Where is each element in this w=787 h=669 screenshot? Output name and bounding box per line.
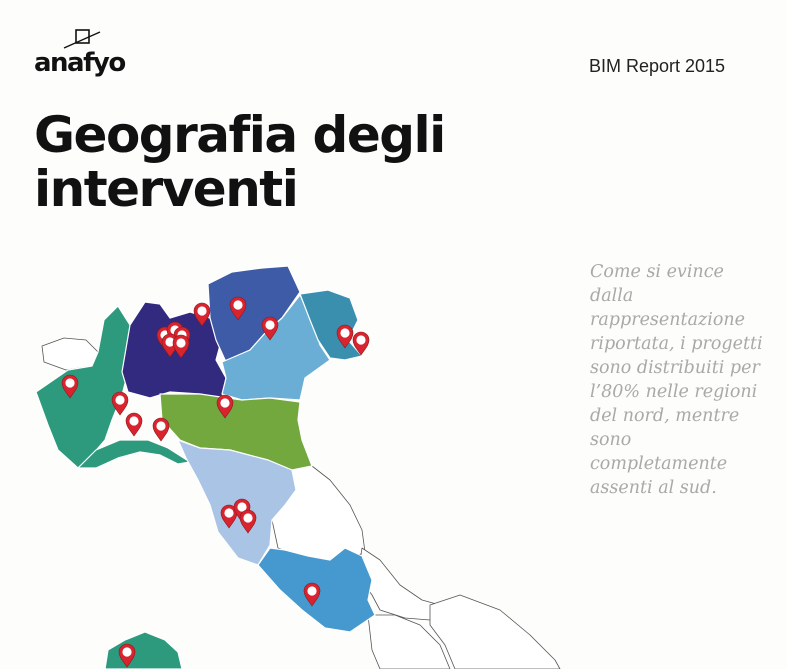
logo-mark-icon [62,28,102,50]
page-title-line-1: Geografia degli [34,106,445,164]
map-pin-icon [153,418,169,441]
italy-regions-map [0,240,787,669]
map-pin-icon [126,413,142,436]
region-puglia [430,595,560,669]
map-caption: Come si evince dalla rappresentazione riportata, i progetti sono distribuiti per l’80% nelle regioni del nord, mentre sono completamente assenti al sud. [590,262,763,498]
anafyo-logo [34,28,124,76]
page-title-line-2: interventi [34,160,298,218]
logo-text: anafyo [34,48,125,78]
page-title [34,108,554,216]
region-valle-aosta [42,338,98,370]
region-sardegna [105,632,182,669]
report-label: BIM Report 2015 [589,56,726,76]
